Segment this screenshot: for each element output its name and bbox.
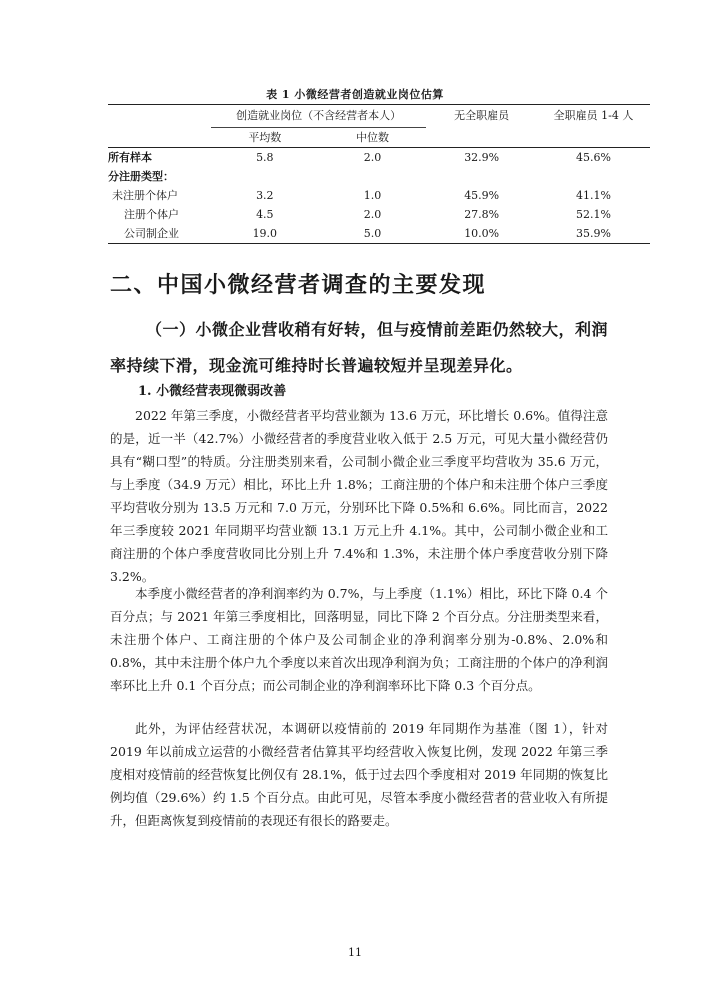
subsection-title: [110, 312, 610, 384]
table-row: [108, 224, 650, 244]
item-title: 1. 小微经营表现微弱改善: [138, 384, 287, 399]
row-group-label: 分注册类型：: [108, 170, 174, 183]
body-paragraph: 2022 年第三季度，小微经营者平均营业额为 13.6 万元，环比增长 0.6%。值得注意的是，近一半（42.7%）小微经营者的季度营业收入低于 2.5 万元，可见大量小微经营仍具有“糊口型”的特质。分注册类别来看，公司制小微企业三季度平均营收为 35.6 万元，与上季度（34.9 万元）相比，环比上升 1.8%；工商注册的个体户和未注册个体户三季度平均营收分别为 13.5 万元和 7.0 万元，分别环比下降 0.5%和 6.6%。同比而言，2022 年三季度较 2021 年同期平均营业额 13.1 万元上升 4.1%。其中，公司制小微企业和工商注册的个体户季度营收同比分别上升 7.4%和 1.3%，未注册个体户季度营收分别下降 3.2%。: [110, 408, 608, 584]
cell-employee-1-4: 41.1%: [576, 189, 611, 202]
employment-table: [108, 104, 650, 244]
cell-median: 1.0: [363, 189, 382, 202]
table-row: [108, 186, 650, 205]
row-label: 公司制企业: [108, 224, 211, 244]
cell-mean: 4.5: [256, 208, 274, 221]
table-header-row: [108, 105, 650, 128]
cell-median: 2.0: [363, 151, 382, 164]
subsection-title-line1: （一）小微企业营收稍有好转，但与疫情前差距仍然较大，利润: [146, 320, 609, 339]
section-title: 二、中国小微经营者调查的主要发现: [110, 273, 487, 298]
table-caption: 表 1 小微经营者创造就业岗位估算: [266, 88, 444, 101]
page-number: 11: [348, 946, 362, 959]
body-paragraph: 此外，为评估经营状况，本调研以疫情前的 2019 年同期作为基准（图 1），针对 2019 年以前成立运营的小微经营者估算其平均经营收入恢复比例，发现 2022 年第三季度相对疫情前的经营恢复比例仅有 28.1%，低于过去四个季度相对 2019 年同期的恢复比例均值（29.6%）约 1.5 个百分点。由此可见，尽管本季度小微经营者的营业收入有所提升，但距离恢复到疫情前的表现还有很长的路要走。: [110, 721, 608, 828]
subsection-title-line2: 率持续下滑，现金流可维持时长普遍较短并呈现差异化。: [110, 356, 523, 375]
header-mean: 平均数: [211, 128, 319, 148]
cell-no-employee: 27.8%: [464, 208, 500, 221]
table-row: [108, 205, 650, 224]
body-paragraph: 本季度小微经营者的净利润率约为 0.7%，与上季度（1.1%）相比，环比下降 0.4 个百分点；与 2021 年第三季度相比，回落明显，同比下降 2 个百分点。分注册类型来看，未注册个体户、工商注册的个体户及公司制企业的净利润率分别为-0.8%、2.0%和 0.8%，其中未注册个体户九个季度以来首次出现净利润为负；工商注册的个体户的净利润率环比上升 0.1 个百分点；而公司制企业的净利润率环比下降 0.3 个百分点。: [110, 586, 608, 693]
row-label: 未注册个体户: [112, 189, 178, 202]
header-median: 中位数: [319, 128, 427, 148]
table-row: [108, 167, 650, 186]
cell-mean: 5.8: [256, 151, 274, 164]
cell-no-employee: 45.9%: [464, 189, 500, 202]
row-label: 所有样本: [108, 151, 152, 164]
cell-median: 5.0: [319, 224, 427, 244]
cell-mean: 3.2: [256, 189, 274, 202]
cell-employee-1-4: 35.9%: [537, 224, 650, 244]
cell-median: 2.0: [363, 208, 382, 221]
header-no-employee: 无全职雇员: [426, 105, 537, 128]
header-jobs-group: 创造就业岗位（不含经营者本人）: [211, 105, 426, 128]
cell-no-employee: 32.9%: [464, 151, 500, 164]
row-label: 注册个体户: [124, 208, 179, 221]
table-row: [108, 148, 650, 168]
cell-employee-1-4: 52.1%: [576, 208, 611, 221]
cell-employee-1-4: 45.6%: [576, 151, 611, 164]
header-employee-1-4: 全职雇员 1-4 人: [537, 105, 650, 128]
cell-mean: 19.0: [211, 224, 319, 244]
table-subheader-row: [108, 128, 650, 148]
cell-no-employee: 10.0%: [426, 224, 537, 244]
